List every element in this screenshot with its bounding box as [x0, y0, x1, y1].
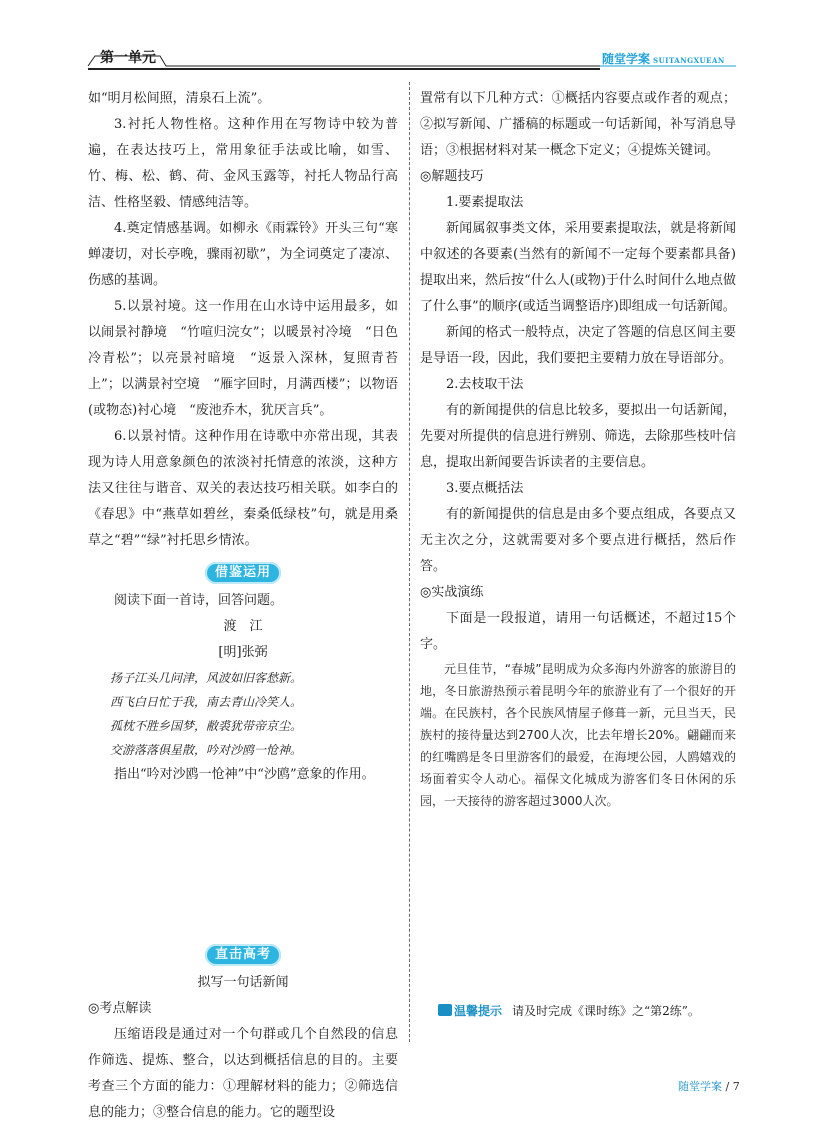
left-paragraph: 压缩语段是通过对一个句群或几个自然段的信息作筛选、提炼、整合，以达到概括信息的目的。主要考查三个方面的能力：①理解材料的能力；②筛选信息的能力；③整合信息的能力。它的题型设	[88, 1027, 398, 1120]
left-paragraph: 4.奠定情感基调。如柳永《雨霖铃》开头三句“寒蝉凄切，对长亭晚，骤雨初歇”，为全词奠定了凄凉、伤感的基调。	[88, 221, 398, 288]
tip-label: 温馨提示	[454, 1004, 503, 1018]
answer-space	[88, 788, 398, 936]
subsection-heading: ◎解题技巧	[420, 169, 484, 184]
right-paragraph: 有的新闻提供的信息是由多个要点组成，各要点又无主次之分，这就需要对多个要点进行概括，然后作答。	[420, 507, 736, 574]
poem-title: 渡 江	[223, 619, 263, 634]
page-footer	[678, 1080, 740, 1094]
left-paragraph: 5.以景衬境。这一作用在山水诗中运用最多，如以闹景衬静境 “竹喧归浣女”；以暖景衬冷境 “日色冷青松”；以亮景衬暗境 “返景入深林，复照青苔上”；以满景衬空境 “雁字回时，月满西楼”；以物语(或物态)衬心境 “废池乔木，犹厌言兵”。	[88, 299, 398, 418]
poem-line: 孤枕不胜乡国梦，敝裘犹带帝京尘。	[110, 719, 303, 733]
section-title: 拟写一句话新闻	[197, 975, 289, 990]
section-badge-jiejian: 借鉴运用	[205, 562, 281, 584]
right-paragraph: 新闻的格式一般特点，决定了答题的信息区间主要是导语一段，因此，我们要把主要精力放在导语部分。	[420, 325, 736, 366]
method-heading: 2.去枝取干法	[446, 377, 524, 392]
brand-name: 随堂学案	[602, 52, 651, 66]
section-badge-zhiji: 直击高考	[205, 944, 281, 966]
section-badge-wrap	[88, 942, 398, 968]
subsection-heading: ◎考点解读	[88, 1001, 152, 1016]
poem-line: 西飞白日忙于我，南去青山冷笑人。	[110, 695, 303, 709]
unit-title: 第一单元	[100, 50, 156, 66]
method-heading: 1.要素提取法	[446, 195, 524, 210]
page-header	[0, 0, 817, 90]
right-column	[420, 86, 736, 812]
subsection-heading: ◎实战演练	[420, 585, 484, 600]
left-paragraph: 6.以景衬情。这种作用在诗歌中亦常出现，其表现为诗人用意象颜色的浓淡衬托情意的浓淡，这种方法又往往与谐音、双关的表达技巧相关联。如李白的《春思》中“燕草如碧丝，秦桑低绿枝”句，就是用桑草之“碧”“绿”衬托思乡情浓。	[88, 429, 398, 548]
question: 指出“吟对沙鸥一怆神”中“沙鸥”意象的作用。	[114, 767, 375, 782]
right-paragraph: 新闻属叙事类文体，采用要素提取法，就是将新闻中叙述的各要素(当然有的新闻不一定每个要素都具备)提取出来，然后按“什么人(或物)于什么时间什么地点做了什么事”的顺序(或适当调整语序)即组成一句话新闻。	[420, 221, 736, 314]
exercise-instruction: 下面是一段报道，请用一句话概述，不超过15个字。	[420, 611, 736, 652]
reading-instruction: 阅读下面一首诗，回答问题。	[114, 593, 284, 608]
poem-line: 扬子江头几问津，风波如旧客愁新。	[110, 671, 303, 685]
brand-title	[602, 52, 725, 68]
left-paragraph: 如“明月松间照，清泉石上流”。	[88, 91, 271, 106]
news-passage: 元旦佳节，“春城”昆明成为众多海内外游客的旅游目的地，冬日旅游热预示着昆明今年的旅游业有了一个很好的开端。在民族村，各个民族风情屋子修葺一新，元旦当天，民族村的接待量达到2700人次，比去年增长20%。翩翩而来的红嘴鸥是冬日里游客们的最爱，在海埂公园，人鸥嬉戏的场面着实令人动心。福保文化城成为游客们冬日休闲的乐园，一天接待的游客超过3000人次。	[420, 662, 736, 808]
tip-icon	[438, 1004, 452, 1016]
left-column	[88, 86, 398, 1126]
footer-label: 随堂学案	[678, 1080, 722, 1093]
right-paragraph: 有的新闻提供的信息比较多，要拟出一句话新闻，先要对所提供的信息进行辨别、筛选，去除那些枝叶信息，提取出新闻要告诉读者的主要信息。	[420, 403, 736, 470]
poem-line: 交游落落俱星散，吟对沙鸥一怆神。	[110, 743, 303, 757]
header-rule	[0, 0, 817, 90]
page-number: / 7	[725, 1080, 740, 1093]
right-paragraph: 置常有以下几种方式：①概括内容要点或作者的观点；②拟写新闻、广播稿的标题或一句话新闻，补写消息导语；③根据材料对某一概念下定义；④提炼关键词。	[420, 91, 736, 158]
section-badge-wrap	[88, 560, 398, 586]
column-divider	[409, 82, 410, 1042]
brand-pinyin: SUITANGXUEAN	[653, 56, 725, 65]
left-paragraph: 3.衬托人物性格。这种作用在写物诗中较为普遍，在表达技巧上，常用象征手法或比喻，如雪、竹、梅、松、鹤、荷、金风玉露等，衬托人物品行高洁、性格坚毅、情感纯洁等。	[88, 117, 398, 210]
method-heading: 3.要点概括法	[446, 481, 524, 496]
poem-author: [明]张弼	[218, 645, 268, 660]
warm-tip	[438, 1002, 700, 1020]
tip-text: 请及时完成《课时练》之“第2练”。	[512, 1004, 700, 1018]
